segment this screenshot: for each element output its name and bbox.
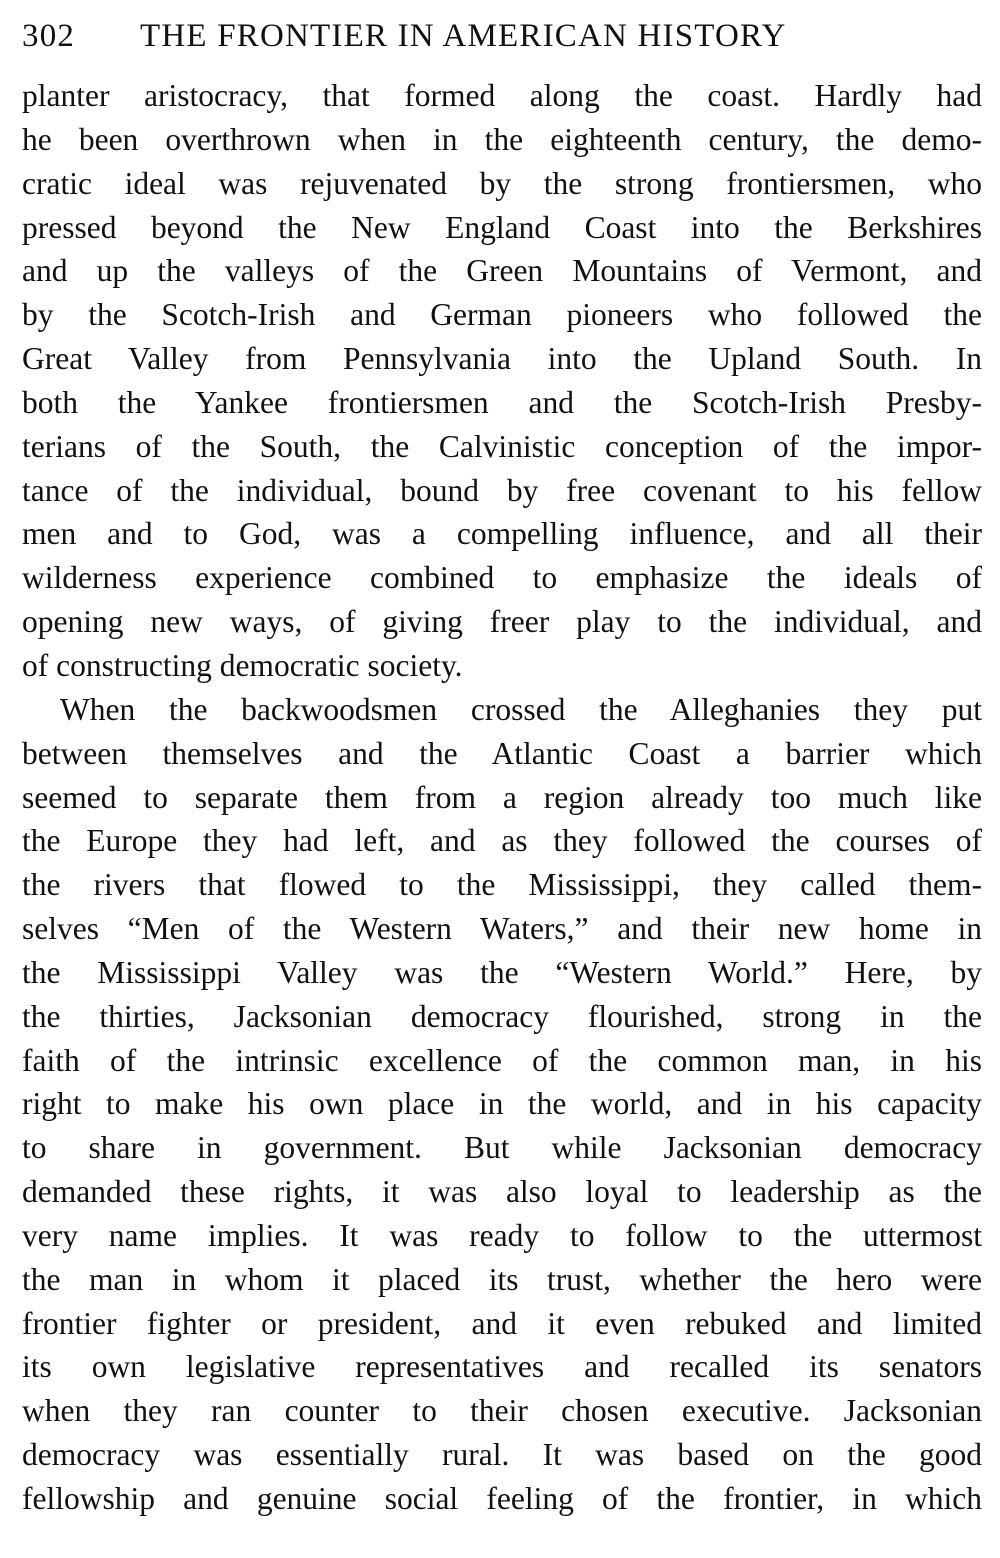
text-line: opening new ways, of giving freer play to the individual, and: [22, 604, 982, 640]
book-page: [22, 18, 982, 1521]
text-line: wilderness experience combined to emphasize the ideals of: [22, 560, 982, 596]
text-line: frontier fighter or president, and it even rebuked and limited: [22, 1305, 982, 1341]
text-line: to share in government. But while Jacksonian democracy: [22, 1130, 982, 1166]
text-line: the rivers that flowed to the Mississippi, they called them-: [22, 867, 982, 903]
text-line: demanded these rights, it was also loyal to leadership as the: [22, 1174, 982, 1210]
text-line: the man in whom it placed its trust, whether the hero were: [22, 1261, 982, 1297]
text-line: seemed to separate them from a region already too much like: [22, 779, 982, 815]
text-line: faith of the intrinsic excellence of the common man, in his: [22, 1042, 982, 1078]
text-line: very name implies. It was ready to follow to the uttermost: [22, 1217, 982, 1253]
text-line: and up the valleys of the Green Mountains of Vermont, and: [22, 253, 982, 289]
text-line: selves “Men of the Western Waters,” and their new home in: [22, 911, 982, 947]
page-number: 302: [22, 18, 76, 54]
text-line: by the Scotch-Irish and German pioneers who followed the: [22, 297, 982, 333]
text-line: when they ran counter to their chosen executive. Jacksonian: [22, 1393, 982, 1429]
text-line: men and to God, was a compelling influence, and all their: [22, 516, 982, 552]
text-line: both the Yankee frontiersmen and the Scotch-Irish Presby-: [22, 384, 982, 420]
text-line: its own legislative representatives and recalled its senators: [22, 1349, 982, 1385]
paragraph-1: [22, 74, 982, 688]
paragraph-2: [22, 688, 982, 1521]
text-line: cratic ideal was rejuvenated by the strong frontiersmen, who: [22, 165, 982, 201]
running-head: [22, 18, 982, 74]
text-line: pressed beyond the New England Coast into the Berkshires: [22, 209, 982, 245]
text-line: When the backwoodsmen crossed the Alleghanies they put: [60, 691, 982, 727]
text-line: Great Valley from Pennsylvania into the Upland South. In: [22, 341, 982, 377]
text-line: the Europe they had left, and as they followed the courses of: [22, 823, 982, 859]
text-line: terians of the South, the Calvinistic conception of the impor-: [22, 428, 982, 464]
text-line: democracy was essentially rural. It was based on the good: [22, 1437, 982, 1473]
running-title: THE FRONTIER IN AMERICAN HISTORY: [140, 18, 787, 54]
text-line: fellowship and genuine social feeling of the frontier, in which: [22, 1481, 982, 1516]
text-line: the Mississippi Valley was the “Western World.” Here, by: [22, 954, 982, 990]
text-line: the thirties, Jacksonian democracy flourished, strong in the: [22, 998, 982, 1034]
text-line: planter aristocracy, that formed along the coast. Hardly had: [22, 78, 982, 113]
text-line: he been overthrown when in the eighteenth century, the demo-: [22, 121, 982, 157]
text-line: tance of the individual, bound by free covenant to his fellow: [22, 472, 982, 508]
text-line: of constructing democratic society.: [22, 647, 463, 683]
text-line: between themselves and the Atlantic Coast a barrier which: [22, 735, 982, 771]
text-line: right to make his own place in the world, and in his capacity: [22, 1086, 982, 1122]
